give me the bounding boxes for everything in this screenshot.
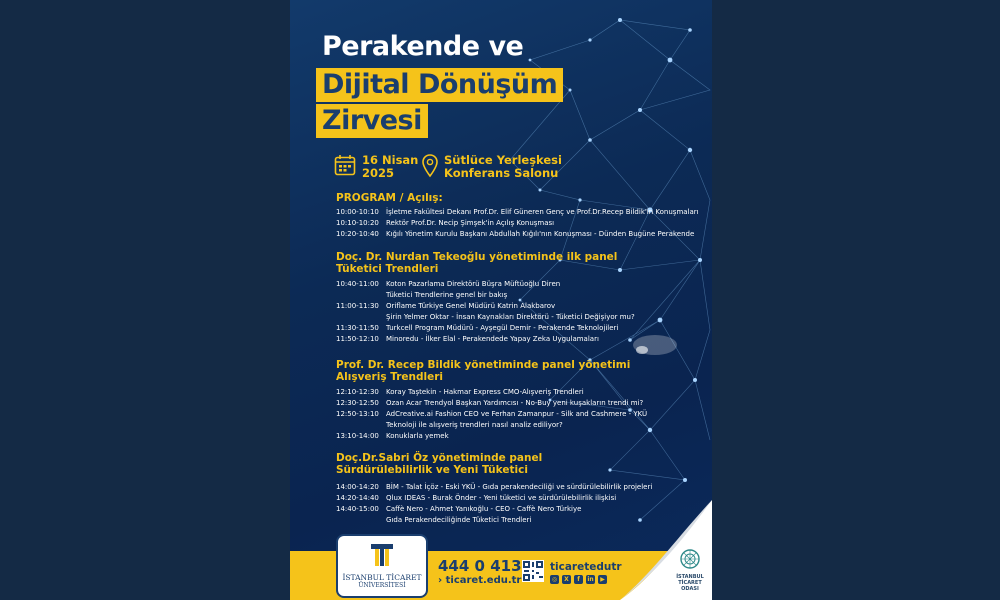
schedule-time: 14:00-14:20 [336,483,379,491]
ito-logo [670,548,710,592]
location-pin-icon [422,154,438,178]
linkedin-icon[interactable]: in [587,576,594,583]
instagram-icon[interactable]: ◎ [551,576,558,583]
schedule-desc: Kığılı Yönetim Kurulu Başkanı Abdullah Kığılı'nın Konuşması - Dünden Bugüne Perakende [386,230,695,238]
website-link[interactable]: › ticaret.edu.tr [438,575,522,586]
schedule-row [336,420,712,431]
panel-1-subtitle: Tüketici Trendleri [336,263,439,275]
schedule-desc: Şirin Yelmer Oktar - İnsan Kaynakları Direktörü - Tüketici Değişiyor mu? [386,313,635,321]
title-line-1: Perakende ve [322,31,524,62]
schedule-time [336,312,386,323]
ito-line-3: ODASI [681,586,699,592]
schedule-desc: İşletme Fakültesi Dekanı Prof.Dr. Elif Güneren Genç ve Prof.Dr.Recep Bildik'in Konuşmaları [386,208,699,216]
schedule-desc: Koton Pazarlama Direktörü Büşra Müftüoğlu Diren [386,280,561,288]
panel-1-title: Doç. Dr. Nurdan Tekeoğlu yönetiminde ilk panel [336,251,618,263]
schedule-time: 11:50-12:10 [336,335,379,343]
schedule-time [336,420,386,431]
schedule-desc: Koray Taştekin - Hakmar Express CMO-Alışveriş Trendleri [386,388,584,396]
university-name: İSTANBUL TİCARET [342,573,422,582]
university-subtitle: ÜNİVERSİTESİ [358,582,406,589]
schedule-time: 10:00-10:10 [336,208,379,216]
schedule-time [336,515,386,526]
schedule-row [336,229,712,240]
event-location-line-1: Sütlüce Yerleşkesi [444,153,562,167]
schedule-desc: AdCreative.ai Fashion CEO ve Ferhan Zamanpur - Silk and Cashmere - YKÜ [386,410,648,418]
qr-code-icon[interactable] [522,560,544,582]
university-logo [336,534,428,598]
schedule-desc: Tüketici Trendlerine genel bir bakış [386,291,508,299]
schedule-row [336,482,712,493]
schedule-time: 11:30-11:50 [336,324,379,332]
schedule-time [336,290,386,301]
schedule-row [336,334,712,345]
schedule-desc: Teknoloji ile alışveriş trendleri nasıl analiz ediliyor? [386,421,563,429]
phone-number[interactable]: 444 0 413 [438,557,522,575]
opening-title: PROGRAM / Açılış: [336,192,443,204]
schedule-desc: Ozan Acar Trendyol Başkan Yardımcısı - No-Buy yeni kuşakların trendi mi? [386,399,644,407]
schedule-desc: Oriflame Türkiye Genel Müdürü Katrin Alakbarov [386,302,556,310]
calendar-icon [334,154,356,176]
ito-line-1: İSTANBUL [676,574,704,580]
schedule-desc: Minoredu - İlker Elal - Perakendede Yapay Zeka Uygulamaları [386,335,599,343]
panel-2-section [336,359,712,442]
panel-3-title: Doç.Dr.Sabri Öz yönetiminde panel [336,452,543,464]
schedule-row [336,323,712,334]
event-poster [290,0,712,600]
schedule-row [336,279,712,290]
schedule-desc: Caffè Nero - Ahmet Yanıkoğlu - CEO - Caffè Nero Türkiye [386,505,582,513]
schedule-row [336,409,712,420]
schedule-desc: Turkcell Program Müdürü - Ayşegül Demir - Perakende Teknolojileri [386,324,619,332]
ito-emblem-icon [679,548,701,570]
schedule-row [336,431,712,442]
panel-1-section [336,251,712,345]
schedule-desc: BİM - Talat İçöz - Eski YKÜ - Gıda perakendeciliği ve sürdürülebilirlik projeleri [386,483,653,491]
website-text: ticaret.edu.tr [445,575,522,586]
youtube-icon[interactable]: ▶ [598,575,607,584]
title-line-2: Dijital Dönüşüm [316,68,563,102]
schedule-desc: Gıda Perakendeciliğinde Tüketici Trendleri [386,516,532,524]
schedule-row [336,312,712,323]
schedule-time: 10:20-10:40 [336,230,379,238]
university-emblem-icon [369,542,395,568]
event-location-line-2: Konferans Salonu [444,166,559,180]
schedule-time: 12:10-12:30 [336,388,379,396]
facebook-icon[interactable]: f [574,575,583,584]
schedule-row [336,387,712,398]
event-date-line-1: 16 Nisan [362,153,419,167]
schedule-time: 11:00-11:30 [336,302,379,310]
schedule-row [336,207,712,218]
social-icons [550,575,607,584]
schedule-time: 10:40-11:00 [336,280,379,288]
panel-2-title: Prof. Dr. Recep Bildik yönetiminde panel yönetimi [336,359,631,371]
schedule-time: 14:40-15:00 [336,505,379,513]
schedule-time: 13:10-14:00 [336,432,379,440]
schedule-time: 12:50-13:10 [336,410,379,418]
schedule-time: 14:20-14:40 [336,494,379,502]
panel-3-subtitle: Sürdürülebilirlik ve Yeni Tüketici [336,464,528,476]
schedule-desc: Rektör Prof.Dr. Necip Şimşek'in Açılış Konuşması [386,219,555,227]
x-twitter-icon[interactable]: X [562,575,571,584]
schedule-row [336,290,712,301]
schedule-row [336,301,712,312]
schedule-desc: Qlux IDEAS - Burak Önder - Yeni tüketici ve sürdürülebilirlik ilişkisi [386,494,617,502]
title-line-3: Zirvesi [316,104,428,138]
opening-section [336,192,712,240]
schedule-row [336,218,712,229]
schedule-time: 12:30-12:50 [336,399,379,407]
panel-2-subtitle: Alışveriş Trendleri [336,371,444,383]
ito-line-2: TİCARET [678,580,702,586]
schedule-time: 10:10-10:20 [336,219,379,227]
schedule-row [336,398,712,409]
schedule-desc: Konuklarla yemek [386,432,449,440]
event-date-line-2: 2025 [362,166,395,180]
social-handle[interactable]: ticaretedutr [550,561,622,573]
